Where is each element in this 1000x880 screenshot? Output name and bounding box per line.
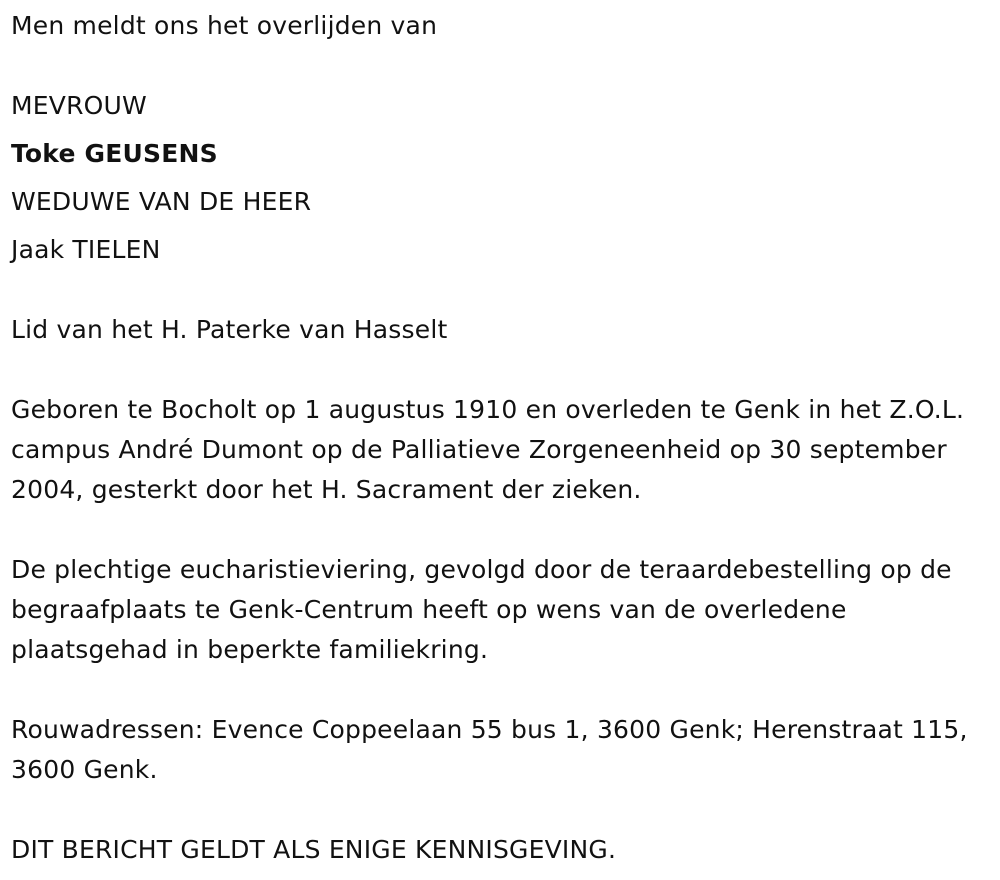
addresses-paragraph: Rouwadressen: Evence Coppeelaan 55 bus 1, 3600 Genk; Herenstraat 115, 3600 Genk. bbox=[11, 715, 968, 784]
closing-text: DIT BERICHT GELDT ALS ENIGE KENNISGEVING. bbox=[11, 835, 617, 864]
spouse-name: Jaak TIELEN bbox=[11, 235, 161, 264]
death-notice bbox=[11, 6, 996, 870]
deceased-name: Toke GEUSENS bbox=[11, 139, 218, 168]
membership-text: Lid van het H. Paterke van Hasselt bbox=[11, 315, 448, 344]
birth-death-paragraph: Geboren te Bocholt op 1 augustus 1910 en overleden te Genk in het Z.O.L. campus André Dumont op de Palliatieve Zorgeneenheid op 30 september 2004, gesterkt door het H. Sacrament der zieken. bbox=[11, 395, 965, 504]
widow-of-text: WEDUWE VAN DE HEER bbox=[11, 187, 312, 216]
intro-text: Men meldt ons het overlijden van bbox=[11, 11, 438, 40]
ceremony-paragraph: De plechtige eucharistieviering, gevolgd door de teraardebestelling op de begraafplaats te Genk-Centrum heeft op wens van de overledene plaatsgehad in beperkte familiekring. bbox=[11, 555, 952, 664]
title-text: MEVROUW bbox=[11, 91, 147, 120]
